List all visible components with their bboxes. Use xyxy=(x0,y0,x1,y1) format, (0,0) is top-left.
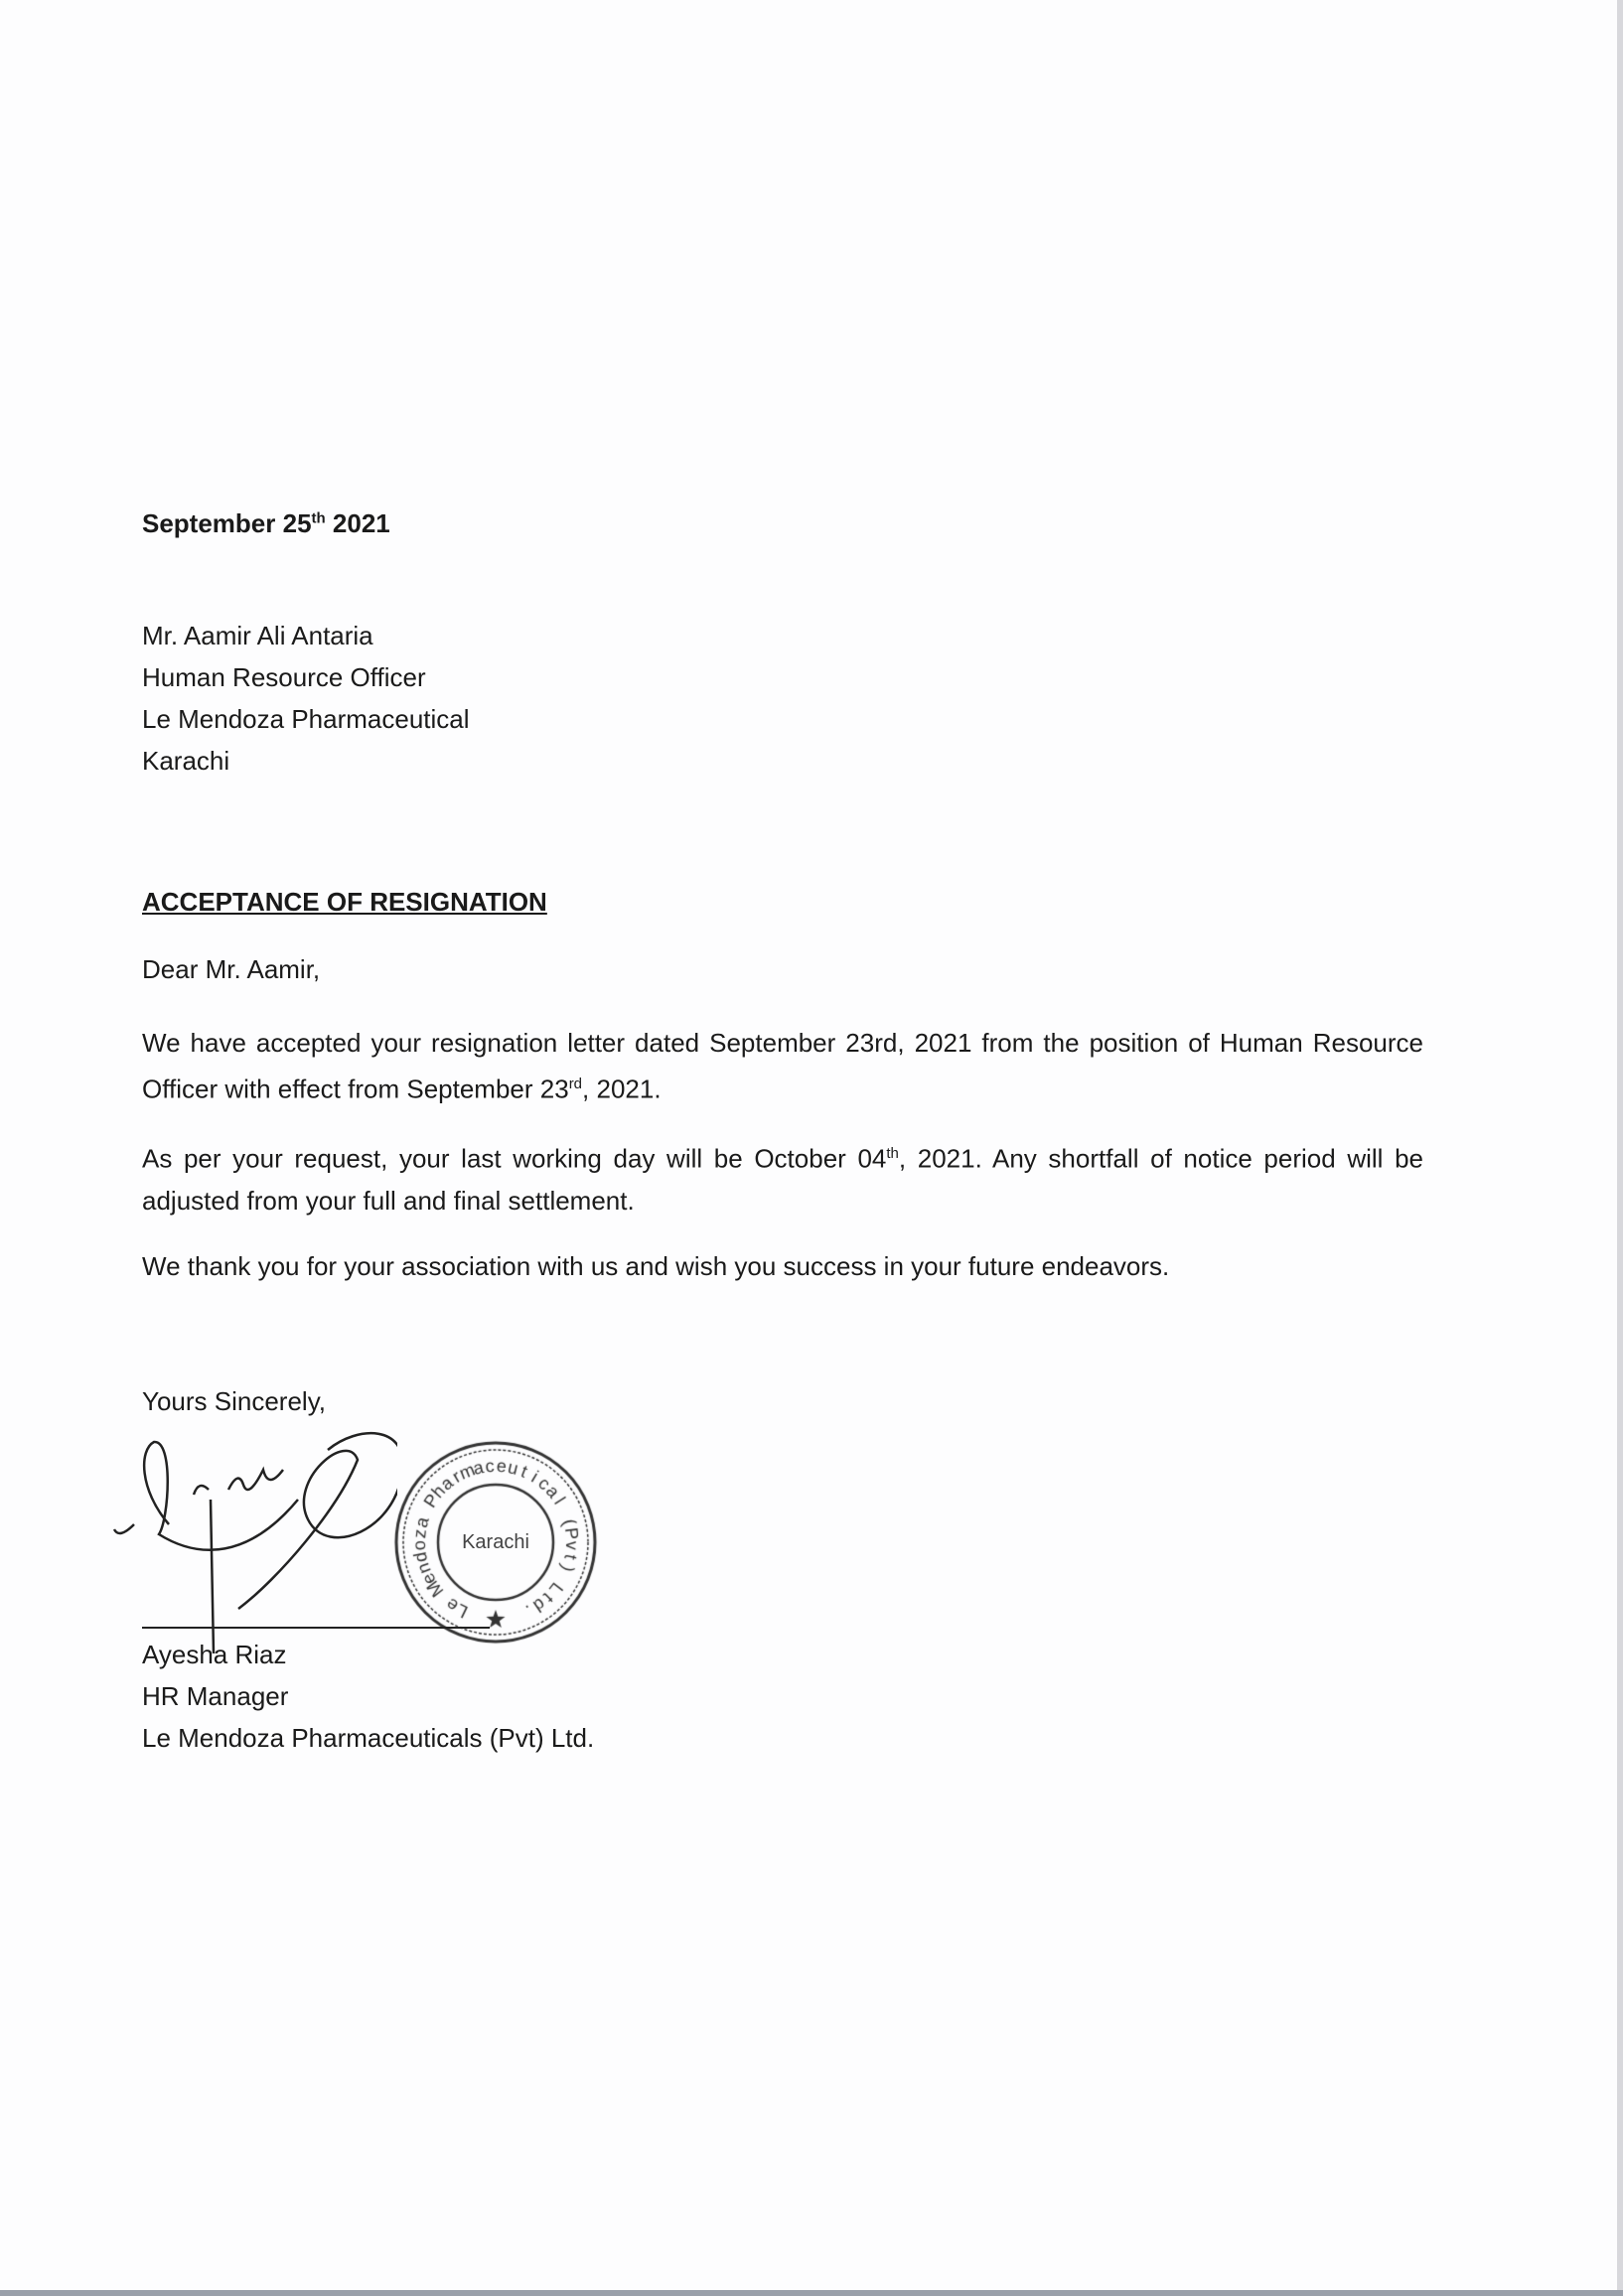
signatory-company: Le Mendoza Pharmaceuticals (Pvt) Ltd. xyxy=(142,1723,595,1753)
recipient-name: Mr. Aamir Ali Antaria xyxy=(142,621,373,650)
scan-edge xyxy=(1617,0,1623,2296)
signature xyxy=(99,1430,397,1668)
letter-date: September 25th 2021 xyxy=(142,508,390,538)
stamp-center-text: Karachi xyxy=(462,1531,529,1553)
recipient-company: Le Mendoza Pharmaceutical xyxy=(142,704,470,734)
recipient-city: Karachi xyxy=(142,746,230,776)
paragraph-1: We have accepted your resignation letter dated September 23rd, 2021 from the position of Human Resource Officer with effect from September 23rd, 2021. xyxy=(142,1028,1423,1104)
paragraph-3: We thank you for your association with us and wish you success in your future endeavors. xyxy=(142,1251,1170,1281)
salutation: Dear Mr. Aamir, xyxy=(142,954,321,984)
signatory-name: Ayesha Riaz xyxy=(142,1640,287,1669)
signatory-title: HR Manager xyxy=(142,1681,289,1711)
scan-bottom-edge xyxy=(0,2290,1623,2296)
closing: Yours Sincerely, xyxy=(142,1386,326,1416)
paragraph-2: As per your request, your last working day will be October 04th, 2021. Any shortfall of notice period will be adjusted from your full and final settlement. xyxy=(142,1143,1423,1216)
recipient-title: Human Resource Officer xyxy=(142,662,426,692)
signature-line xyxy=(142,1627,490,1629)
subject-heading: ACCEPTANCE OF RESIGNATION xyxy=(142,887,547,917)
